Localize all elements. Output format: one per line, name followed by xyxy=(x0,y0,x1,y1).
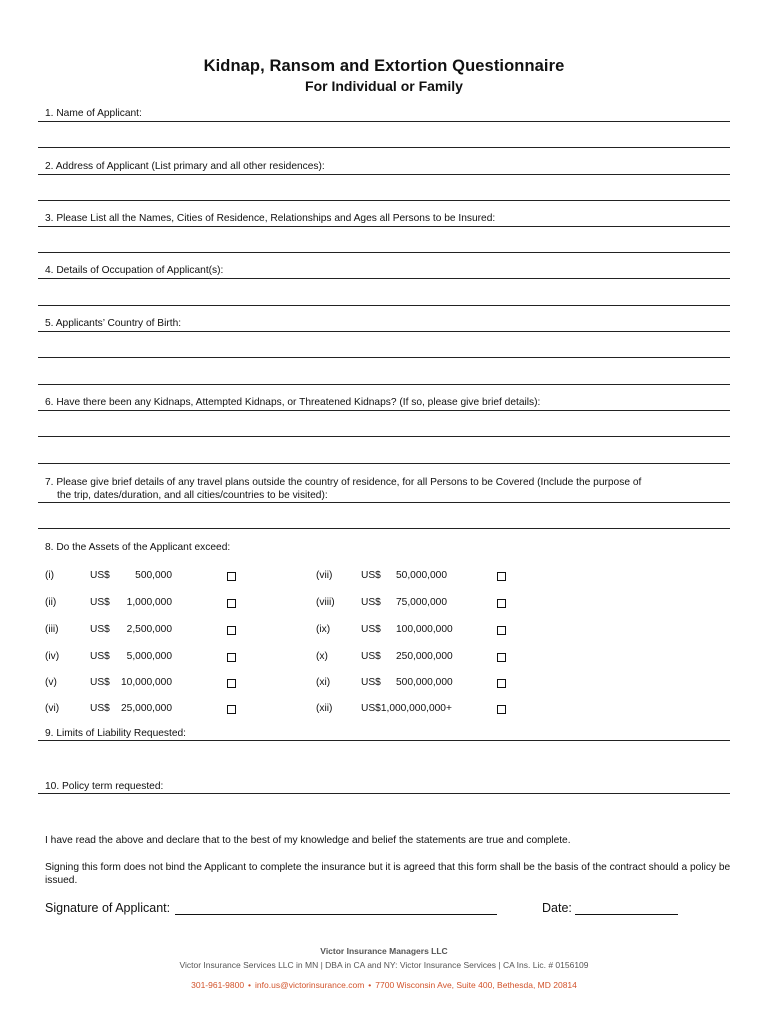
asset-checkbox[interactable] xyxy=(497,572,506,581)
form-subtitle: For Individual or Family xyxy=(305,78,463,94)
asset-option-number: (i) xyxy=(45,570,55,581)
asset-option-amount: 1,000,000 xyxy=(126,597,172,608)
asset-option-amount: 500,000,000 xyxy=(396,677,453,688)
question-6-label: 6. Have there been any Kidnaps, Attempted Kidnaps, or Threatened Kidnaps? (If so, please give brief details): xyxy=(45,397,541,408)
asset-option-currency: US$ xyxy=(361,624,381,635)
asset-option-currency: US$ xyxy=(361,597,381,608)
form-title: Kidnap, Ransom and Extortion Questionnaire xyxy=(203,57,565,75)
answer-line-5c[interactable] xyxy=(38,384,730,385)
asset-option-amount: 250,000,000 xyxy=(396,651,453,662)
question-10-label: 10. Policy term requested: xyxy=(45,781,164,792)
asset-option-currency: US$ xyxy=(361,677,381,688)
answer-line-7a[interactable] xyxy=(38,502,730,503)
asset-option-amount: 75,000,000 xyxy=(396,597,447,608)
answer-line-7b[interactable] xyxy=(38,528,730,529)
asset-option-amount: 50,000,000 xyxy=(396,570,447,581)
answer-line-3a[interactable] xyxy=(38,226,730,227)
asset-option-currency: US$ xyxy=(90,703,110,714)
declaration-text: I have read the above and declare that to the best of my knowledge and belief the statements are true and complete. xyxy=(45,835,571,846)
asset-checkbox[interactable] xyxy=(497,679,506,688)
footer-email[interactable]: info.us@victorinsurance.com xyxy=(255,980,365,990)
asset-option-amount: 25,000,000 xyxy=(121,703,172,714)
answer-line-6a[interactable] xyxy=(38,410,730,411)
footer-licensing: Victor Insurance Services LLC in MN | DBA in CA and NY: Victor Insurance Services | CA Ins. Lic. # 0156109 xyxy=(179,960,589,970)
asset-option-currency: US$ xyxy=(90,597,110,608)
asset-checkbox[interactable] xyxy=(227,679,236,688)
asset-option-number: (ix) xyxy=(316,624,331,635)
question-4-label: 4. Details of Occupation of Applicant(s): xyxy=(45,265,224,276)
asset-option-amount: 500,000 xyxy=(135,570,172,581)
asset-option-currency: US$ xyxy=(361,570,381,581)
asset-checkbox[interactable] xyxy=(227,653,236,662)
date-label: Date: xyxy=(542,901,572,915)
asset-option-number: (ii) xyxy=(45,597,57,608)
answer-line-10[interactable] xyxy=(38,793,730,794)
question-1-label: 1. Name of Applicant: xyxy=(45,108,142,119)
question-7-line2: the trip, dates/duration, and all cities/countries to be visited): xyxy=(57,490,328,501)
asset-option-currency: US$ xyxy=(361,651,381,662)
question-8-label: 8. Do the Assets of the Applicant exceed: xyxy=(45,542,231,553)
asset-checkbox[interactable] xyxy=(227,599,236,608)
asset-option-number: (v) xyxy=(45,677,57,688)
date-field[interactable] xyxy=(575,914,678,915)
asset-option-number: (viii) xyxy=(316,597,335,608)
question-9-label: 9. Limits of Liability Requested: xyxy=(45,728,186,739)
asset-checkbox[interactable] xyxy=(227,572,236,581)
answer-line-2b[interactable] xyxy=(38,200,730,201)
asset-option-number: (vi) xyxy=(45,703,60,714)
asset-option-currency: US$ xyxy=(90,624,110,635)
answer-line-9[interactable] xyxy=(38,740,730,741)
asset-option-number: (x) xyxy=(316,651,328,662)
asset-option-amount: 2,500,000 xyxy=(126,624,172,635)
asset-option-number: (xi) xyxy=(316,677,331,688)
binding-notice: Signing this form does not bind the Applicant to complete the insurance but it is agreed that this form shall be the basis of the contract should a policy be issued. xyxy=(45,862,731,886)
answer-line-6b[interactable] xyxy=(38,436,730,437)
answer-line-4b[interactable] xyxy=(38,305,730,306)
asset-checkbox[interactable] xyxy=(227,626,236,635)
footer-address: 7700 Wisconsin Ave, Suite 400, Bethesda, MD 20814 xyxy=(375,980,577,990)
footer-contact xyxy=(0,980,768,990)
asset-option-currency: US$ xyxy=(90,570,110,581)
asset-option-amount: 5,000,000 xyxy=(126,651,172,662)
asset-checkbox[interactable] xyxy=(497,705,506,714)
asset-checkbox[interactable] xyxy=(497,653,506,662)
bullet-separator: • xyxy=(248,980,252,990)
asset-checkbox[interactable] xyxy=(497,599,506,608)
answer-line-5a[interactable] xyxy=(38,331,730,332)
answer-line-5b[interactable] xyxy=(38,357,730,358)
footer-phone[interactable]: 301-961-9800 xyxy=(191,980,245,990)
answer-line-1a[interactable] xyxy=(38,121,730,122)
asset-option-number: (iii) xyxy=(45,624,59,635)
question-5-label: 5. Applicants’ Country of Birth: xyxy=(45,318,182,329)
asset-option-amount: 100,000,000 xyxy=(396,624,453,635)
asset-option-number: (iv) xyxy=(45,651,60,662)
question-7-label xyxy=(45,476,725,502)
asset-option-currency: US$ xyxy=(90,677,110,688)
bullet-separator: • xyxy=(368,980,372,990)
question-2-label: 2. Address of Applicant (List primary and all other residences): xyxy=(45,161,325,172)
asset-option-number: (vii) xyxy=(316,570,333,581)
question-7-line1: 7. Please give brief details of any travel plans outside the country of residence, for all Persons to be Covered (Include the purpose of xyxy=(45,477,642,488)
asset-option-number: (xii) xyxy=(316,703,333,714)
asset-option-amount: 10,000,000 xyxy=(121,677,172,688)
asset-option-currency: US$1,000,000,000+ xyxy=(361,703,452,714)
answer-line-4a[interactable] xyxy=(38,278,730,279)
answer-line-6c[interactable] xyxy=(38,463,730,464)
answer-line-1b[interactable] xyxy=(38,147,730,148)
asset-checkbox[interactable] xyxy=(227,705,236,714)
signature-label: Signature of Applicant: xyxy=(45,901,171,915)
footer-company: Victor Insurance Managers LLC xyxy=(320,946,448,956)
asset-checkbox[interactable] xyxy=(497,626,506,635)
question-3-label: 3. Please List all the Names, Cities of Residence, Relationships and Ages all Persons to be Insured: xyxy=(45,213,496,224)
answer-line-2a[interactable] xyxy=(38,174,730,175)
asset-option-currency: US$ xyxy=(90,651,110,662)
answer-line-3b[interactable] xyxy=(38,252,730,253)
signature-field[interactable] xyxy=(175,914,497,915)
